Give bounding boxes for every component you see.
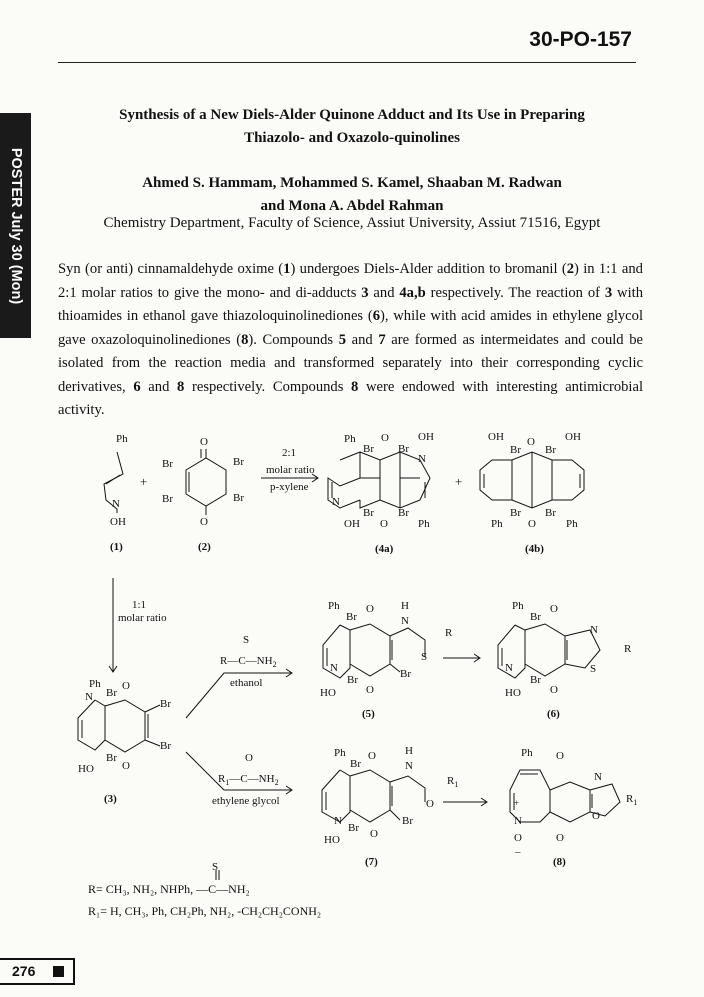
- atom-oh: OH: [344, 518, 360, 530]
- atom-ph: Ph: [116, 433, 128, 445]
- compound-ref: 8: [177, 378, 185, 395]
- atom-o: O: [380, 518, 388, 530]
- compound-ref: 8: [241, 331, 249, 348]
- atom-ph: Ph: [491, 518, 503, 530]
- compound-ref: 3: [361, 284, 369, 301]
- compound-6: [498, 624, 600, 678]
- atom-n: N: [405, 760, 413, 772]
- abstract-segment: ) in 1:1 and 2:1 molar ratios to give the mono- and di-adducts: [58, 261, 643, 301]
- atom-n: N: [334, 815, 342, 827]
- atom-o: O: [368, 750, 376, 762]
- atom-o: O: [592, 810, 600, 822]
- atom-o: O: [550, 684, 558, 696]
- atom-br: Br: [162, 458, 173, 470]
- atom-br: Br: [363, 443, 374, 455]
- atom-br: Br: [160, 740, 171, 752]
- atom-r1: $R_1$: [447, 775, 459, 790]
- atom-n: N: [505, 662, 513, 674]
- page-number: 276: [12, 963, 36, 979]
- plus-sign: +: [455, 474, 463, 489]
- arrow-5-6: [443, 654, 480, 662]
- abstract-segment: ), while with acid amides in ethylene glycol gave oxazoloquinolinediones (: [58, 308, 644, 348]
- atom-r: R: [445, 627, 453, 639]
- side-tab-label: POSTER July 30 (Mon): [7, 147, 24, 304]
- label-6: (6): [547, 708, 560, 720]
- atom-br: Br: [106, 687, 117, 699]
- atom-s: S: [421, 651, 428, 663]
- atom-ph: Ph: [566, 518, 578, 530]
- atom-n: N: [330, 662, 338, 674]
- compound-4a: [328, 452, 430, 508]
- title-line-1: Synthesis of a New Diels-Alder Quinone Adduct and Its Use in Preparing: [119, 107, 585, 123]
- atom-o: O: [514, 832, 522, 844]
- atom-o: O: [556, 832, 564, 844]
- abstract-segment: are formed as intermeidates and could be isolated from the reaction media and transformed separately into their corresponding cyclic derivatives,: [58, 331, 643, 395]
- atom-br: Br: [347, 674, 358, 686]
- atom-o: O: [366, 684, 374, 696]
- atom-o: O: [370, 828, 378, 840]
- label-7: (7): [365, 856, 378, 868]
- cond-thio-s: S: [243, 634, 250, 646]
- compound-ref: 4a,b: [399, 284, 426, 301]
- arrow-7-8: [443, 798, 487, 806]
- atom-br: Br: [510, 507, 521, 519]
- atom-n: N: [112, 498, 120, 510]
- atom-br: Br: [402, 815, 413, 827]
- abstract-segment: were endowed with interesting antimicrobial activity.: [58, 378, 644, 418]
- atom-ph: Ph: [334, 747, 346, 759]
- cond-molar-ratio: molar ratio: [266, 464, 315, 476]
- atom-br: Br: [233, 456, 244, 468]
- atom-br: Br: [106, 752, 117, 764]
- abstract-segment: and: [346, 331, 379, 348]
- r-definition: R= CH₃, NH₂, NHPh, —C—NH₂: [88, 882, 250, 896]
- atom-oh: OH: [565, 431, 581, 443]
- atom-ph: Ph: [418, 518, 430, 530]
- cond-ratio-21: 2:1: [282, 447, 297, 459]
- atom-n: N: [590, 624, 598, 636]
- label-5: (5): [362, 708, 375, 720]
- atom-r1: $R_1$: [626, 793, 638, 808]
- abstract-segment: respectively. The reaction of: [425, 284, 605, 301]
- atom-oh: OH: [418, 431, 434, 443]
- atom-ho: HO: [78, 763, 94, 775]
- abstract-segment: ). Compounds: [248, 331, 339, 348]
- abstract-segment: and: [368, 284, 400, 301]
- affiliation: Chemistry Department, Faculty of Science, Assiut University, Assiut 71516, Egypt: [103, 215, 601, 231]
- atom-br: Br: [398, 443, 409, 455]
- cond-thioamide: $R—C—NH_2$: [220, 655, 277, 670]
- abstract-segment: and: [140, 378, 178, 395]
- cond-solvent: p-xylene: [270, 481, 309, 493]
- abstract-segment: Syn (or anti) cinnamaldehyde oxime (: [58, 261, 284, 277]
- compound-4b: [480, 452, 584, 508]
- atom-br: Br: [510, 444, 521, 456]
- atom-o: O: [200, 436, 208, 448]
- page-marker-square: [53, 966, 64, 977]
- abstract-segment: respectively. Compounds: [184, 378, 352, 395]
- atom-o: O: [122, 760, 130, 772]
- atom-o: O: [426, 798, 434, 810]
- cond-ratio-11: 1:1: [132, 599, 147, 611]
- compound-ref: 6: [372, 308, 381, 324]
- r-def-s: S: [212, 861, 219, 873]
- atom-br: Br: [545, 507, 556, 519]
- cond-ethanol: ethanol: [230, 677, 263, 689]
- atom-br: Br: [346, 611, 357, 623]
- atom-br: Br: [350, 758, 361, 770]
- compound-ref: 5: [338, 331, 346, 348]
- abstract-segment: ) undergoes Diels-Alder addition to bromanil (: [290, 261, 567, 277]
- atom-h: H: [405, 745, 413, 757]
- compound-8: [510, 770, 620, 822]
- atom-oh: OH: [110, 516, 126, 528]
- atom-n: N: [85, 691, 93, 703]
- atom-o: O: [527, 436, 535, 448]
- atom-n: N: [401, 615, 409, 627]
- abstract-segment: with thioamides in ethanol gave thiazoloquinolinediones (: [58, 284, 644, 324]
- atom-ph: Ph: [512, 600, 524, 612]
- atom-oh: OH: [488, 431, 504, 443]
- compound-ref: 6: [133, 378, 141, 395]
- atom-o: O: [366, 603, 374, 615]
- abstract-code: 30-PO-157: [529, 28, 632, 51]
- atom-br: Br: [530, 611, 541, 623]
- atom-n: N: [594, 771, 602, 783]
- atom-o: O: [381, 432, 389, 444]
- atom-br: Br: [162, 493, 173, 505]
- cond-glycol: ethylene glycol: [212, 795, 280, 807]
- compound-ref: 8: [351, 378, 359, 395]
- atom-br: Br: [545, 444, 556, 456]
- authors-line-1: Ahmed S. Hammam, Mohammed S. Kamel, Shaaban M. Radwan: [142, 175, 562, 191]
- compound-ref: 2: [566, 261, 575, 277]
- cond-amide: $R_1—C—NH_2$: [218, 773, 279, 788]
- atom-n: N: [514, 815, 522, 827]
- atom-br: Br: [160, 698, 171, 710]
- atom-o: O: [556, 750, 564, 762]
- atom-ho: HO: [505, 687, 521, 699]
- cond-amide-o: O: [245, 752, 253, 764]
- atom-ph: Ph: [521, 747, 533, 759]
- atom-o: O: [550, 603, 558, 615]
- atom-n: N: [418, 453, 426, 465]
- atom-o: O: [200, 516, 208, 528]
- label-4b: (4b): [525, 543, 544, 555]
- atom-r: R: [624, 643, 632, 655]
- compound-ref: 7: [378, 331, 386, 348]
- label-1: (1): [110, 541, 123, 553]
- arrow-11: [109, 578, 117, 672]
- cond-molar-ratio-2: molar ratio: [118, 612, 167, 624]
- atom-br: Br: [530, 674, 541, 686]
- title-line-2: Thiazolo- and Oxazolo-quinolines: [244, 130, 460, 146]
- atom-br: Br: [233, 492, 244, 504]
- atom-n: N: [332, 496, 340, 508]
- compound-3: [78, 700, 160, 752]
- atom-minus: –: [515, 846, 521, 858]
- compound-2: [186, 449, 226, 515]
- label-3: (3): [104, 793, 117, 805]
- atom-ph: Ph: [328, 600, 340, 612]
- atom-nplus: +: [514, 798, 520, 808]
- label-8: (8): [553, 856, 566, 868]
- atom-ho: HO: [324, 834, 340, 846]
- atom-br: Br: [363, 507, 374, 519]
- compound-ref: 1: [283, 261, 291, 277]
- atom-o: O: [528, 518, 536, 530]
- atom-ph: Ph: [344, 433, 356, 445]
- compound-ref: 3: [604, 284, 613, 301]
- page-number-box: [0, 958, 75, 985]
- authors-line-2: and Mona A. Abdel Rahman: [260, 198, 444, 214]
- atom-h: H: [401, 600, 409, 612]
- atom-br: Br: [348, 822, 359, 834]
- atom-ph: Ph: [89, 678, 101, 690]
- label-2: (2): [198, 541, 211, 553]
- atom-s: S: [590, 663, 597, 675]
- atom-br: Br: [400, 668, 411, 680]
- label-4a: (4a): [375, 543, 394, 555]
- atom-o: O: [122, 680, 130, 692]
- atom-ho: HO: [320, 687, 336, 699]
- atom-br: Br: [398, 507, 409, 519]
- plus-sign: +: [140, 474, 148, 489]
- r1-definition: R₁= H, CH₃, Ph, CH₂Ph, NH₂, -CH₂CH₂CONH₂: [88, 904, 322, 918]
